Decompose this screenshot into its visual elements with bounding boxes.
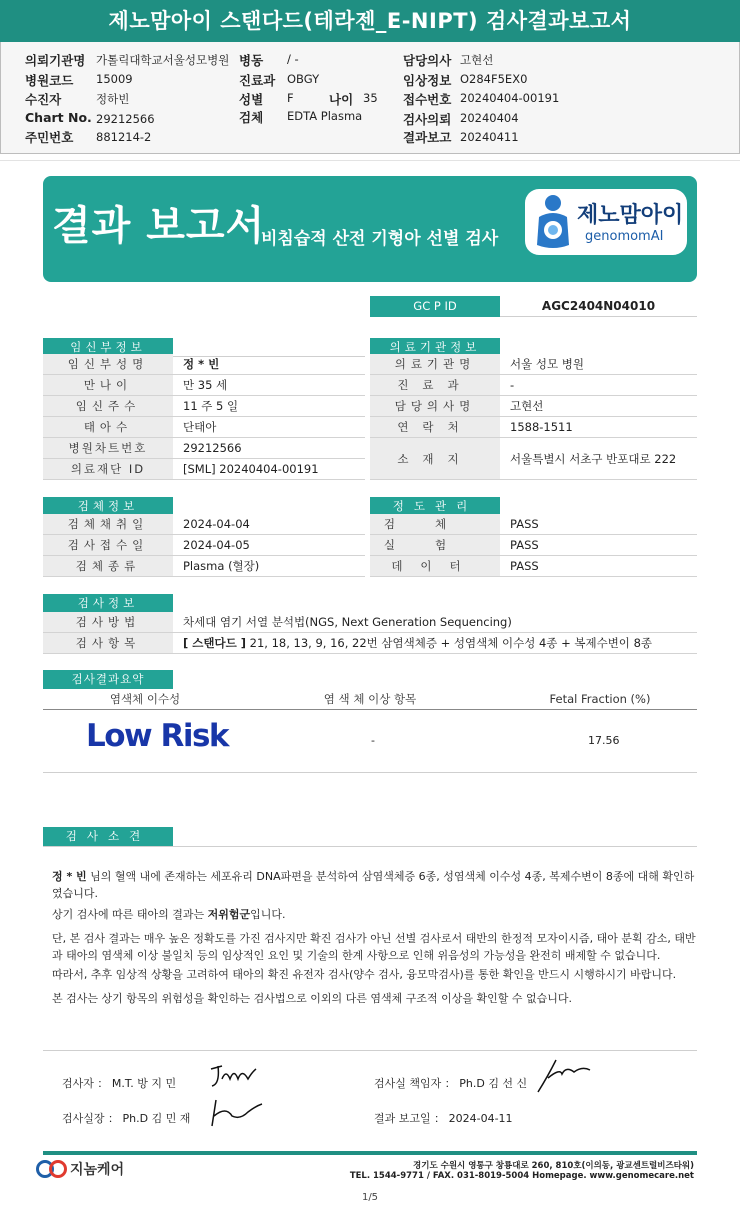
id-value: 881214-2	[96, 130, 152, 144]
report-title: 제노맘아이 스탠다드(테라젠_E-NIPT) 검사결과보고서	[0, 0, 740, 42]
clinical-label: 임상정보	[403, 73, 452, 88]
hospital-value: 가톨릭대학교서울성모병원	[96, 53, 230, 67]
test-info-header: 검사정보	[43, 594, 173, 613]
table-row-label: 의료기관명	[370, 354, 500, 375]
hospital-label: 의뢰기관명	[25, 53, 86, 68]
tester-signature	[208, 1060, 258, 1092]
genomecare-logo-icon	[35, 1159, 69, 1179]
mother-baby-icon	[529, 193, 577, 251]
sex-value: F	[287, 91, 294, 105]
findings-text: 상기 검사에 따른 태아의 결과는	[52, 908, 208, 921]
specimen-label: 검체	[239, 110, 264, 125]
divider	[43, 846, 697, 847]
code-value: 15009	[96, 72, 133, 86]
ward-value: / -	[287, 52, 299, 66]
patient-name: 정 * 빈	[52, 870, 87, 883]
logo-name: 제노맘아이	[577, 203, 684, 228]
table-row-label: 데이터	[370, 556, 500, 577]
table-row-label: 담당의사명	[370, 396, 500, 417]
institution-info-header: 의료기관정보	[370, 338, 500, 357]
request-label: 검사의뢰	[403, 112, 452, 127]
table-row-label: 만나이	[43, 375, 173, 396]
director-signature	[534, 1056, 592, 1096]
test-type-tag: [ 스탠다드 ]	[183, 636, 246, 650]
table-row-value: 29212566	[173, 438, 365, 459]
table-row-label: 실험	[370, 535, 500, 556]
findings-paragraph: 따라서, 추후 임상적 상황을 고려하여 태아의 확진 유전자 검사(양수 검사, 융모막검사)를 통한 확인을 반드시 시행하시기 바랍니다.	[52, 968, 677, 981]
table-row-value: PASS	[500, 514, 697, 535]
sex-label: 성별	[239, 92, 264, 107]
table-row-value: 1588-1511	[500, 417, 697, 438]
sample-info-header: 검체정보	[43, 497, 173, 516]
table-row-label: 임신부성명	[43, 354, 173, 375]
table-row-label: 검사접수일	[43, 535, 173, 556]
result-banner	[43, 176, 697, 282]
report-value: 20240411	[460, 130, 519, 144]
dept-value: OBGY	[287, 72, 320, 86]
summary-header: 검사결과요약	[43, 670, 173, 689]
ward-label: 병동	[239, 53, 264, 68]
divider	[43, 1050, 697, 1051]
logo-subname: genomomAI	[585, 229, 664, 244]
risk-result: Low Risk	[86, 718, 229, 754]
table-row-label: 검체채취일	[43, 514, 173, 535]
table-row-label: 연락처	[370, 417, 500, 438]
tester-signature-label: 검사자 ： M.T. 방 지 민	[62, 1077, 177, 1090]
receipt-label: 접수번호	[403, 92, 452, 107]
table-row-label: 의료재단 ID	[43, 459, 173, 480]
receipt-value: 20240404-00191	[460, 91, 560, 105]
summary-col-abnormal: 염 색 체 이상 항목	[323, 692, 417, 706]
report-label: 결과보고	[403, 130, 452, 145]
findings-text: 님의 혈액 내에 존재하는 세포유리 DNA파편을 분석하여 삼염색체증 6종, 성염색체 이수성 4종, 복제수변이 8종에 대해 확인하였습니다.	[52, 870, 695, 900]
company-address: 경기도 수원시 영통구 창룡대로 260, 810호(이의동, 광교센트럴비즈타워)	[413, 1161, 694, 1171]
table-row-label: 소재지	[370, 438, 500, 480]
table-row-value: 만 35 세	[173, 375, 365, 396]
company-name: 지놈케어	[70, 1162, 125, 1178]
age-label: 나이	[329, 92, 354, 107]
doctor-value: 고현선	[460, 53, 494, 67]
patient-info-panel	[0, 42, 740, 154]
report-date-label: 결과 보고일 ： 2024-04-11	[374, 1112, 513, 1125]
banner-title: 결과 보고서	[52, 203, 266, 249]
dept-label: 진료과	[239, 73, 276, 88]
chief-signature-label: 검사실장 ： Ph.D 김 민 재	[62, 1112, 191, 1125]
table-row-value	[173, 633, 697, 654]
gcp-id-value: AGC2404N04010	[500, 296, 697, 317]
table-row-label: 검사방법	[43, 612, 173, 633]
request-value: 20240404	[460, 111, 519, 125]
chief-signature	[208, 1096, 264, 1130]
pregnant-info-header: 임신부정보	[43, 338, 173, 357]
divider	[43, 772, 697, 773]
risk-group: 저위험군	[207, 908, 251, 921]
fetal-fraction-value: 17.56	[588, 734, 620, 747]
chart-value: 29212566	[96, 112, 155, 126]
table-row-value: 2024-04-05	[173, 535, 365, 556]
footer-bar	[43, 1151, 697, 1155]
page-number: 1/5	[361, 1192, 379, 1203]
table-row-value: PASS	[500, 556, 697, 577]
findings-paragraph: 단, 본 검사 결과는 매우 높은 정확도를 가진 검사지만 확진 검사가 아닌 선별 검사로서 태반의 한정적 모자이시즘, 태아 분획 감소, 태반과 태아의 염색체 이상 불일치 등의 임상적인 요인 및 기술의 한계 사항으로 인해 위음성의 가능성을 완전히 배제할 수 없습니다.	[52, 932, 696, 962]
table-row-label: 임신주수	[43, 396, 173, 417]
age-value: 35	[363, 91, 378, 105]
table-row-value: 11 주 5 일	[173, 396, 365, 417]
table-row-value: 정 * 빈	[173, 354, 365, 375]
table-row-value: -	[500, 375, 697, 396]
summary-col-fetal-fraction: Fetal Fraction (%)	[549, 692, 651, 706]
doctor-label: 담당의사	[403, 53, 452, 68]
table-row-value: [SML] 20240404-00191	[173, 459, 365, 480]
specimen-value: EDTA Plasma	[287, 109, 363, 123]
genomom-logo	[525, 189, 687, 255]
table-row-label: 검체	[370, 514, 500, 535]
clinical-value: O284F5EX0	[460, 72, 528, 86]
divider	[43, 709, 697, 710]
table-row-value: 서울특별시 서초구 반포대로 222	[500, 438, 697, 480]
table-row-value: PASS	[500, 535, 697, 556]
qc-header: 정도관리	[370, 497, 500, 516]
abnormal-value: -	[371, 734, 375, 747]
table-row-value: 2024-04-04	[173, 514, 365, 535]
test-items: 21, 18, 13, 9, 16, 22번 삼염색체증 + 성염색체 이수성 4종 + 복제수변이 8종	[249, 636, 652, 650]
collector-label: 수진자	[25, 92, 62, 107]
director-signature-label: 검사실 책임자 ： Ph.D 김 선 신	[374, 1077, 528, 1090]
table-row-label: 태아수	[43, 417, 173, 438]
code-label: 병원코드	[25, 73, 74, 88]
company-contact: TEL. 1544-9771 / FAX. 031-8019-5004 Homepage. www.genomecare.net	[349, 1171, 694, 1181]
id-label: 주민번호	[25, 130, 74, 145]
table-row-label: 병원차트번호	[43, 438, 173, 459]
summary-col-aneuploidy: 염색체 이수성	[109, 692, 181, 706]
collector-value: 정하빈	[96, 92, 130, 106]
table-row-value: 서울 성모 병원	[500, 354, 697, 375]
table-row-value: 차세대 염기 서열 분석법(NGS, Next Generation Sequencing)	[173, 612, 697, 633]
gcp-id-label: GC P ID	[370, 296, 500, 317]
table-row-label: 검체종류	[43, 556, 173, 577]
banner-subtitle: 비침습적 산전 기형아 선별 검사	[261, 229, 499, 249]
table-row-value: Plasma (혈장)	[173, 556, 365, 577]
divider	[0, 160, 740, 161]
table-row-value: 고현선	[500, 396, 697, 417]
table-row-value: 단태아	[173, 417, 365, 438]
findings-text: 입니다.	[250, 908, 286, 921]
findings-paragraph	[52, 906, 700, 923]
findings-paragraph: 본 검사는 상기 항목의 위험성을 확인하는 검사법으로 이외의 다른 염색체 구조적 이상을 확인할 수 없습니다.	[52, 992, 572, 1005]
chart-label: Chart No.	[25, 110, 92, 125]
findings-header: 검사소견	[43, 827, 173, 846]
table-row-label: 진료과	[370, 375, 500, 396]
findings-paragraph	[52, 868, 700, 902]
table-row-label: 검사항목	[43, 633, 173, 654]
